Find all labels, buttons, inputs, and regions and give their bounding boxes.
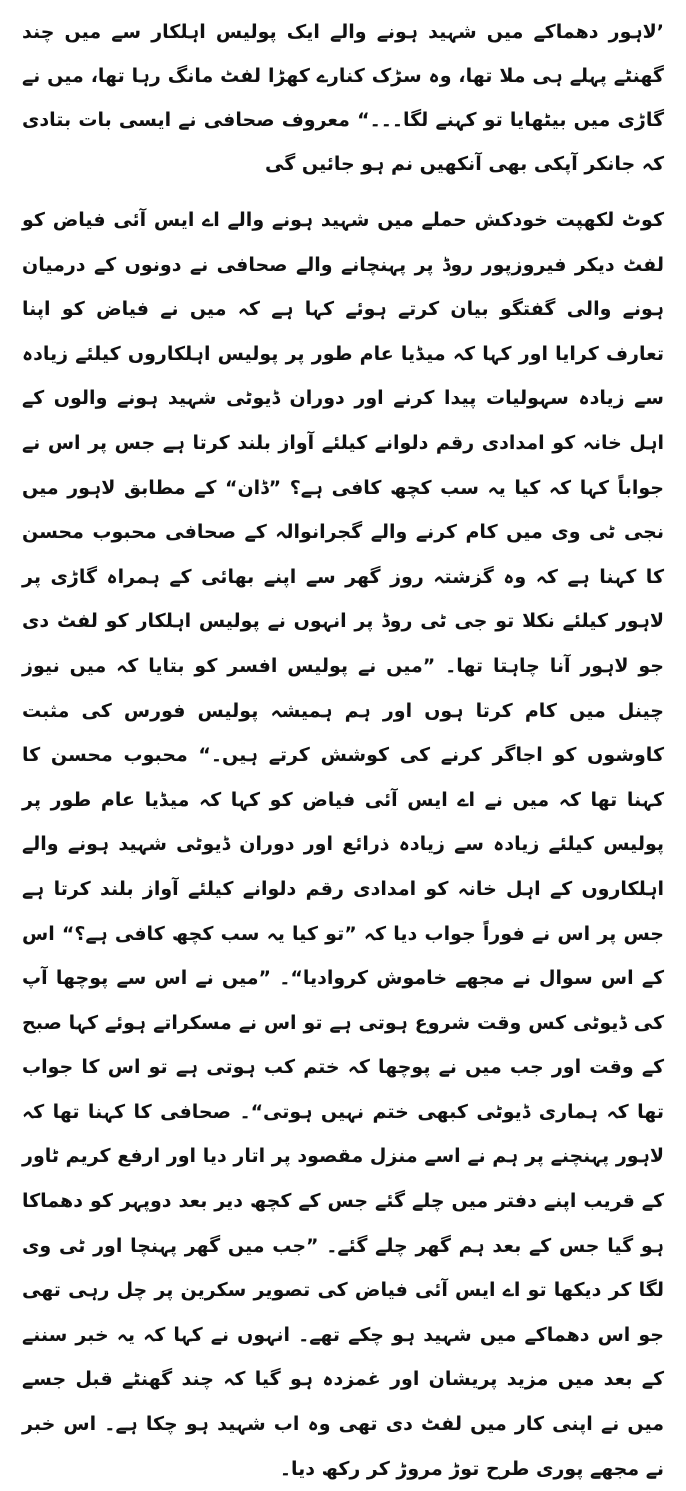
section-gap bbox=[22, 186, 664, 198]
article-headline: ’لاہور دھماکے میں شہید ہونے والے ایک پولیس اہلکار سے میں چند گھنٹے پہلے ہی ملا تھا، وہ سڑک کنارے کھڑا لفٹ مانگ رہا تھا، میں نے گاڑی میں بیٹھایا تو کہنے لگا۔۔۔“ معروف صحافی نے ایسی بات بتادی کہ جانکر آپکی بھی آنکھیں نم ہو جائیں گی bbox=[22, 21, 664, 175]
article-body: کوٹ لکھپت خودکش حملے میں شہید ہونے والے اے ایس آئی فیاض کو لفٹ دیکر فیروزپور روڈ پر پہنچانے والے صحافی نے دونوں کے درمیان ہونے والی گفتگو بیان کرتے ہوئے کہا ہے کہ میں نے فیاض کو اپنا تعارف کرایا اور کہا کہ میڈیا عام طور پر پولیس اہلکاروں کیلئے زیادہ سے زیادہ سہولیات پیدا کرنے اور دوران ڈیوٹی شہید ہونے والوں کے اہل خانہ کو امدادی رقم دلوانے کیلئے آواز بلند کرتا ہے جس پر اس نے جواباً کہا کہ کیا یہ سب کچھ کافی ہے؟ ”ڈان“ کے مطابق لاہور میں نجی ٹی وی میں کام کرنے والے گجرانوالہ کے صحافی محبوب محسن کا کہنا ہے کہ وہ گزشتہ روز گھر سے اپنے بھائی کے ہمراہ گاڑی پر لاہور کیلئے نکلا تو جی ٹی روڈ پر انہوں نے پولیس اہلکار کو لفٹ دی جو لاہور آنا چاہتا تھا۔ ”میں نے پولیس افسر کو بتایا کہ میں نیوز چینل میں کام کرتا ہوں اور ہم ہمیشہ پولیس فورس کی مثبت کاوشوں کو اجاگر کرنے کی کوشش کرتے ہیں۔“ محبوب محسن کا کہنا تھا کہ میں نے اے ایس آئی فیاض کو کہا کہ میڈیا عام طور پر پولیس کیلئے زیادہ سے زیادہ ذرائع اور دوران ڈیوٹی شہید ہونے والے اہلکاروں کے اہل خانہ کو امدادی رقم دلوانے کیلئے آواز بلند کرتا ہے جس پر اس نے فوراً جواب دیا کہ ”تو کیا یہ سب کچھ کافی ہے؟“ اس کے اس سوال نے مجھے خاموش کروادیا“۔ ”میں نے اس سے پوچھا آپ کی ڈیوٹی کس وقت شروع ہوتی ہے تو اس نے مسکراتے ہوئے کہا صبح کے وقت اور جب میں نے پوچھا کہ ختم کب ہوتی ہے تو اس کا جواب تھا کہ ہماری ڈیوٹی کبھی ختم نہیں ہوتی“۔ صحافی کا کہنا تھا کہ لاہور پہنچنے پر ہم نے اسے منزل مقصود پر اتار دیا اور ارفع کریم ٹاور کے قریب اپنے دفتر میں چلے گئے جس کے کچھ دیر بعد دوپہر کو دھماکا ہو گیا جس کے بعد ہم گھر چلے گئے۔ ”جب میں گھر پہنچا اور ٹی وی لگا کر دیکھا تو اے ایس آئی فیاض کی تصویر سکرین پر چل رہی تھی جو اس دھماکے میں شہید ہو چکے تھے۔ انہوں نے کہا کہ یہ خبر سننے کے بعد میں مزید پریشان اور غمزدہ ہو گیا کہ چند گھنٹے قبل جسے میں نے اپنی کار میں لفٹ دی تھی وہ اب شہید ہو چکا ہے۔ اس خبر نے مجھے پوری طرح توڑ مروڑ کر رکھ دیا۔ bbox=[22, 209, 664, 1480]
